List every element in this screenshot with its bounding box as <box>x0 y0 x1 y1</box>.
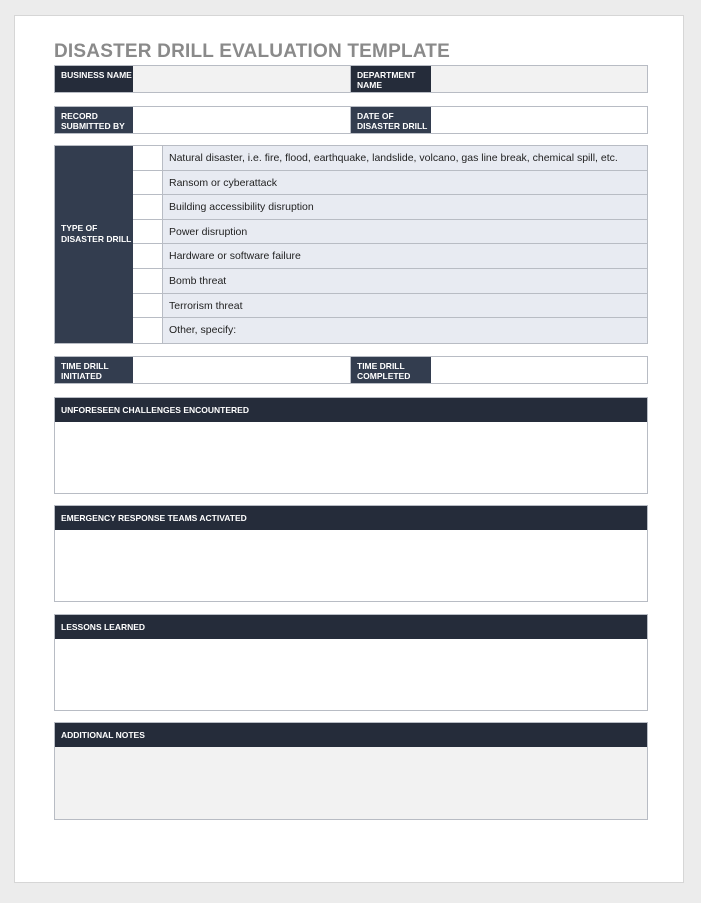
drill-type-option-label: Other, specify: <box>163 318 647 343</box>
drill-type-option-label: Natural disaster, i.e. fire, flood, earthquake, landslide, volcano, gas line break, chemical spill, etc. <box>163 146 647 170</box>
emergency-response-field[interactable] <box>55 530 647 601</box>
page-title: DISASTER DRILL EVALUATION TEMPLATE <box>54 41 450 62</box>
section-heading: UNFORESEEN CHALLENGES ENCOUNTERED <box>55 398 647 422</box>
record-submitted-by-label: RECORD SUBMITTED BY <box>55 107 133 133</box>
additional-notes-field[interactable] <box>55 747 647 819</box>
drill-type-checkbox[interactable] <box>133 171 163 195</box>
unforeseen-challenges-field[interactable] <box>55 422 647 493</box>
lessons-learned-field[interactable] <box>55 639 647 710</box>
drill-type-option-label: Hardware or software failure <box>163 244 647 268</box>
time-drill-row <box>54 356 648 384</box>
drill-type-option <box>133 244 647 269</box>
drill-type-option <box>133 294 647 319</box>
drill-type-checkbox[interactable] <box>133 294 163 318</box>
drill-type-label: TYPE OF DISASTER DRILL <box>55 146 133 343</box>
drill-type-option <box>133 318 647 343</box>
drill-type-table <box>54 145 648 344</box>
section-heading: EMERGENCY RESPONSE TEAMS ACTIVATED <box>55 506 647 530</box>
time-drill-initiated-field[interactable] <box>133 357 350 383</box>
time-drill-completed-field[interactable] <box>431 357 647 383</box>
drill-type-option <box>133 269 647 294</box>
drill-type-option-label: Power disruption <box>163 220 647 244</box>
drill-type-option-label: Terrorism threat <box>163 294 647 318</box>
drill-type-checkbox[interactable] <box>133 269 163 293</box>
drill-type-option-label: Ransom or cyberattack <box>163 171 647 195</box>
record-submitted-by-field[interactable] <box>133 107 350 133</box>
drill-type-checkbox[interactable] <box>133 244 163 268</box>
drill-type-option-label: Bomb threat <box>163 269 647 293</box>
business-name-label: BUSINESS NAME <box>55 66 133 92</box>
document-page <box>14 15 684 883</box>
drill-type-option-label: Building accessibility disruption <box>163 195 647 219</box>
section-heading: ADDITIONAL NOTES <box>55 723 647 747</box>
drill-type-checkbox[interactable] <box>133 318 163 343</box>
drill-type-checkbox[interactable] <box>133 220 163 244</box>
time-drill-completed-label: TIME DRILL COMPLETED <box>350 357 431 383</box>
drill-type-option <box>133 146 647 171</box>
emergency-response-section <box>54 505 648 602</box>
business-department-row <box>54 65 648 93</box>
date-of-drill-label: DATE OF DISASTER DRILL <box>350 107 431 133</box>
additional-notes-section <box>54 722 648 820</box>
drill-type-option <box>133 220 647 245</box>
unforeseen-challenges-section <box>54 397 648 494</box>
time-drill-initiated-label: TIME DRILL INITIATED <box>55 357 133 383</box>
business-name-field[interactable] <box>133 66 350 92</box>
drill-type-checkbox[interactable] <box>133 146 163 170</box>
lessons-learned-section <box>54 614 648 711</box>
department-name-label: DEPARTMENT NAME <box>350 66 431 92</box>
drill-type-checkbox[interactable] <box>133 195 163 219</box>
date-of-drill-field[interactable] <box>431 107 647 133</box>
drill-type-option <box>133 171 647 196</box>
department-name-field[interactable] <box>431 66 647 92</box>
section-heading: LESSONS LEARNED <box>55 615 647 639</box>
record-date-row <box>54 106 648 134</box>
drill-type-option <box>133 195 647 220</box>
